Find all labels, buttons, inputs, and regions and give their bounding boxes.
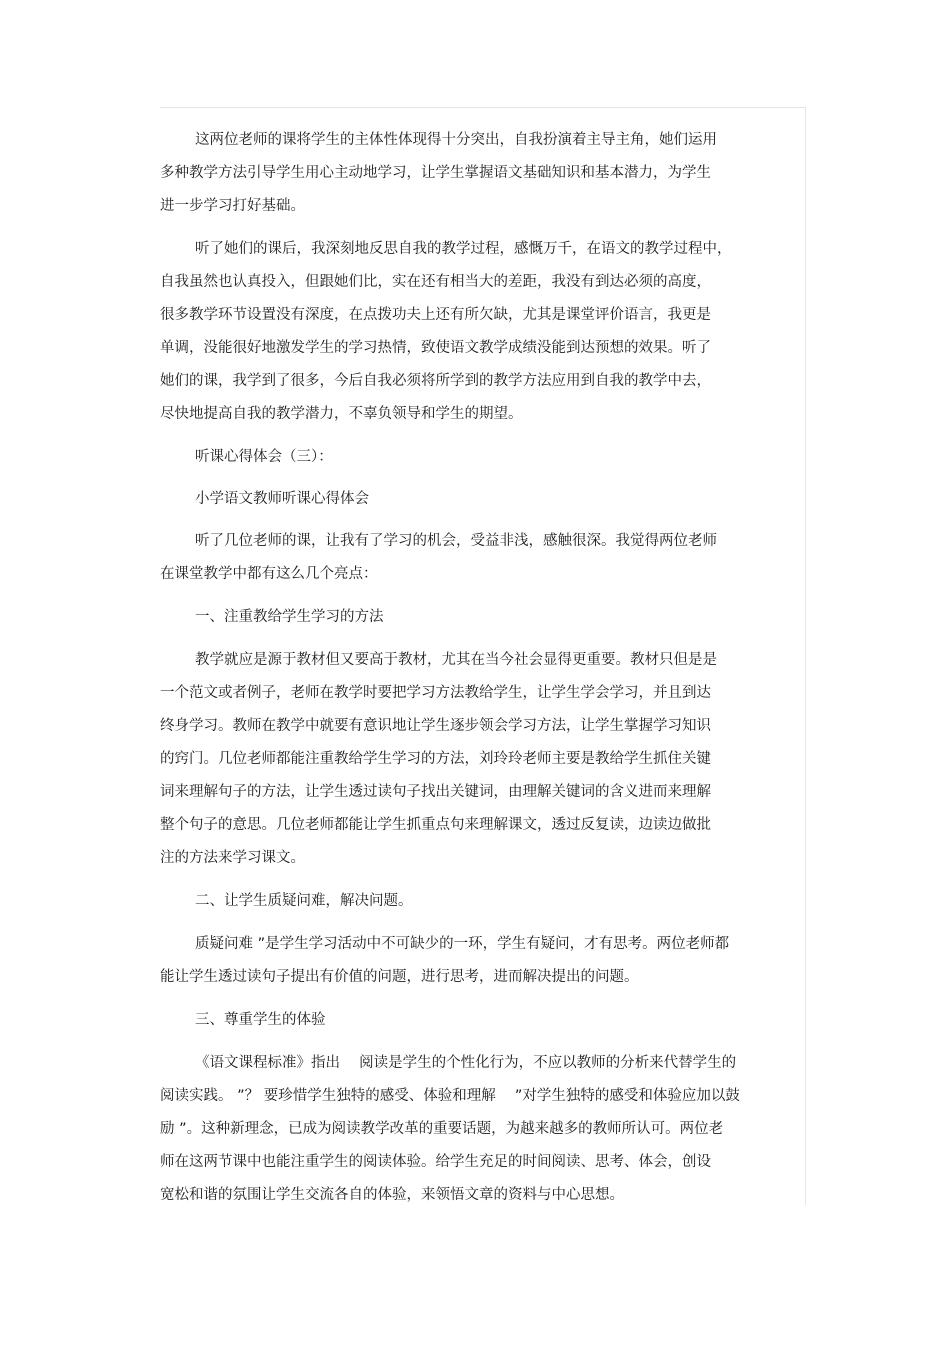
- text-line: 很多教学环节设置没有深度，在点拨功夫上还有所欠缺，尤其是课堂评价语言，我更是: [160, 307, 711, 323]
- text-line: 宽松和谐的氛围让学生交流各自的体验，来领悟文章的资料与中心思想。: [160, 1187, 624, 1203]
- text-line: 听了她们的课后，我深刻地反思自我的教学过程，感慨万千，在语文的教学过程中，: [195, 241, 732, 257]
- text-line: 听了几位老师的课，让我有了学习的机会，受益非浅，感触很深。我觉得两位老师: [195, 533, 717, 549]
- text-line: 进一步学习打好基础。: [160, 198, 305, 214]
- text-line: 词来理解句子的方法，让学生透过读句子找出关键词，由理解关键词的含义进而来理解: [160, 784, 711, 800]
- text-line: 小学语文教师听课心得体会: [195, 491, 369, 507]
- text-line: 一、注重教给学生学习的方法: [195, 609, 384, 625]
- text-line: 尽快地提高自我的教学潜力，不辜负领导和学生的期望。: [160, 406, 523, 422]
- text-line: 自我虽然也认真投入，但跟她们比，实在还有相当大的差距，我没有到达必须的高度，: [160, 274, 711, 290]
- text-line: 一个范文或者例子，老师在教学时要把学习方法教给学生，让学生学会学习，并且到达: [160, 685, 711, 701]
- paragraph: [160, 233, 790, 431]
- text-line: 她们的课，我学到了很多，今后自我必须将所学到的教学方法应用到自我的教学中去，: [160, 373, 711, 389]
- text-line: 师在这两节课中也能注重学生的阅读体验。给学生充足的时间阅读、思考、体会，创设: [160, 1154, 711, 1170]
- text-line: 听课心得体会（三）：: [195, 449, 333, 465]
- point-heading-3: [160, 1004, 790, 1037]
- section-heading: [160, 441, 790, 474]
- paragraph: [160, 124, 790, 223]
- paragraph: [160, 644, 790, 875]
- section-subtitle: [160, 483, 790, 516]
- text-line: 在课堂教学中都有这么几个亮点：: [160, 566, 378, 582]
- text-line: 教学就应是源于教材但又要高于教材，尤其在当今社会显得更重要。教材只但是是: [195, 652, 717, 668]
- text-line: 质疑问难 ”是学生学习活动中不可缺少的一环，学生有疑问，才有思考。两位老师都: [195, 936, 730, 952]
- text-line: 三、尊重学生的体验: [195, 1012, 326, 1028]
- text-line: 整个句子的意思。几位老师都能让学生抓重点句来理解课文，透过反复读，边读边做批: [160, 817, 711, 833]
- text-line: 阅读实践。 ”？ 要珍惜学生独特的感受、体验和理解 ”对学生独特的感受和体验应加以鼓: [160, 1088, 740, 1104]
- paragraph: [160, 525, 790, 591]
- text-line: 励 ”。这种新理念，已成为阅读教学改革的重要话题，为越来越多的教师所认可。两位老: [160, 1121, 724, 1137]
- text-line: 《语文课程标准》指出 阅读是学生的个性化行为，不应以教师的分析来代替学生的: [195, 1055, 737, 1071]
- text-line: 单调，没能很好地激发学生的学习热情，致使语文教学成绩没能到达预想的效果。听了: [160, 340, 711, 356]
- point-heading-2: [160, 885, 790, 918]
- text-line: 能让学生透过读句子提出有价值的问题，进行思考，进而解决提出的问题。: [160, 969, 639, 985]
- text-line: 多种教学方法引导学生用心主动地学习，让学生掌握语文基础知识和基本潜力，为学生: [160, 165, 711, 181]
- point-heading-1: [160, 601, 790, 634]
- text-line: 二、让学生质疑问难，解决问题。: [195, 893, 413, 909]
- document-body: [160, 124, 790, 1212]
- text-line: 的窍门。几位老师都能注重教给学生学习的方法，刘玲玲老师主要是教给学生抓住关键: [160, 751, 711, 767]
- text-line: 这两位老师的课将学生的主体性体现得十分突出，自我扮演着主导主角，她们运用: [195, 132, 717, 148]
- paragraph: [160, 928, 790, 994]
- paragraph: [160, 1047, 790, 1212]
- text-line: 终身学习。教师在教学中就要有意识地让学生逐步领会学习方法，让学生掌握学习知识: [160, 718, 711, 734]
- text-line: 注的方法来学习课文。: [160, 850, 305, 866]
